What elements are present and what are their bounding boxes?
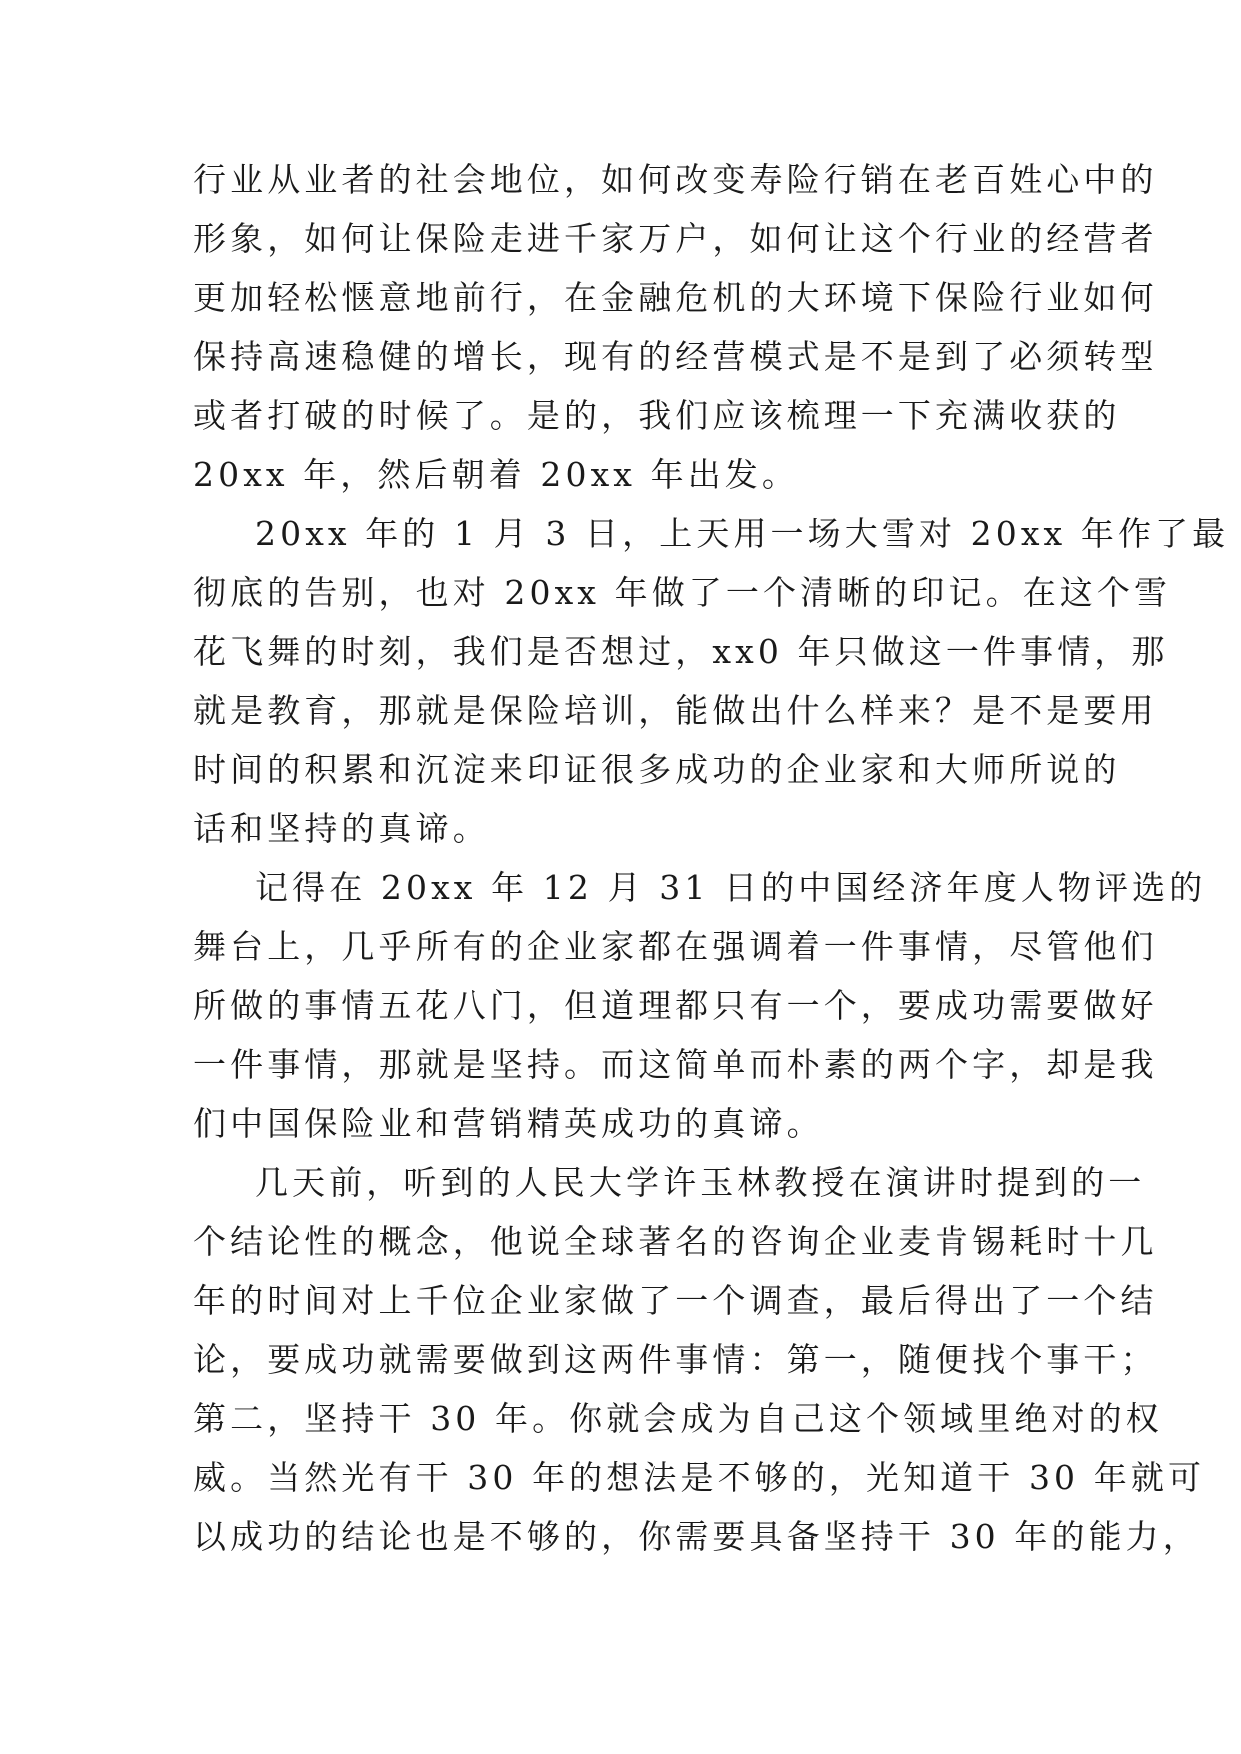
text-line: 年的时间对上千位企业家做了一个调查，最后得出了一个结 <box>193 1281 1158 1320</box>
text-line: 论，要成功就需要做到这两件事情：第一，随便找个事干； <box>193 1340 1158 1379</box>
text-line: 以成功的结论也是不够的，你需要具备坚持干 30 年的能力， <box>193 1517 1200 1556</box>
text-line: 花飞舞的时刻，我们是否想过，xx0 年只做这一件事情，那 <box>193 632 1169 671</box>
text-line: 时间的积累和沉淀来印证很多成功的企业家和大师所说的 <box>193 750 1121 789</box>
text-line: 20xx 年，然后朝着 20xx 年出发。 <box>193 455 799 494</box>
text-line: 就是教育，那就是保险培训，能做出什么样来？是不是要用 <box>193 691 1158 730</box>
text-line: 个结论性的概念，他说全球著名的咨询企业麦肯锡耗时十几 <box>193 1222 1158 1261</box>
text-line: 话和坚持的真谛。 <box>193 809 490 848</box>
text-line: 们中国保险业和营销精英成功的真谛。 <box>193 1104 824 1143</box>
text-line: 彻底的告别，也对 20xx 年做了一个清晰的印记。在这个雪 <box>193 573 1172 612</box>
text-line: 所做的事情五花八门，但道理都只有一个，要成功需要做好 <box>193 986 1158 1025</box>
body-text <box>193 150 1230 1566</box>
text-line: 保持高速稳健的增长，现有的经营模式是不是到了必须转型 <box>193 337 1158 376</box>
paragraph-first-line: 记得在 20xx 年 12 月 31 日的中国经济年度人物评选的 <box>255 868 1207 907</box>
text-line: 第二，坚持干 30 年。你就会成为自己这个领域里绝对的权 <box>193 1399 1163 1438</box>
text-line: 更加轻松惬意地前行，在金融危机的大环境下保险行业如何 <box>193 278 1158 317</box>
paragraph-first-line: 20xx 年的 1 月 3 日，上天用一场大雪对 20xx 年作了最 <box>255 514 1230 553</box>
paragraph-first-line: 几天前，听到的人民大学许玉林教授在演讲时提到的一 <box>255 1163 1146 1202</box>
text-line: 或者打破的时候了。是的，我们应该梳理一下充满收获的 <box>193 396 1121 435</box>
text-line: 形象，如何让保险走进千家万户，如何让这个行业的经营者 <box>193 219 1158 258</box>
text-line: 一件事情，那就是坚持。而这简单而朴素的两个字，却是我 <box>193 1045 1158 1084</box>
text-line: 行业从业者的社会地位，如何改变寿险行销在老百姓心中的 <box>193 160 1158 199</box>
text-line: 威。当然光有干 30 年的想法是不够的，光知道干 30 年就可 <box>193 1458 1206 1497</box>
text-line: 舞台上，几乎所有的企业家都在强调着一件事情，尽管他们 <box>193 927 1158 966</box>
